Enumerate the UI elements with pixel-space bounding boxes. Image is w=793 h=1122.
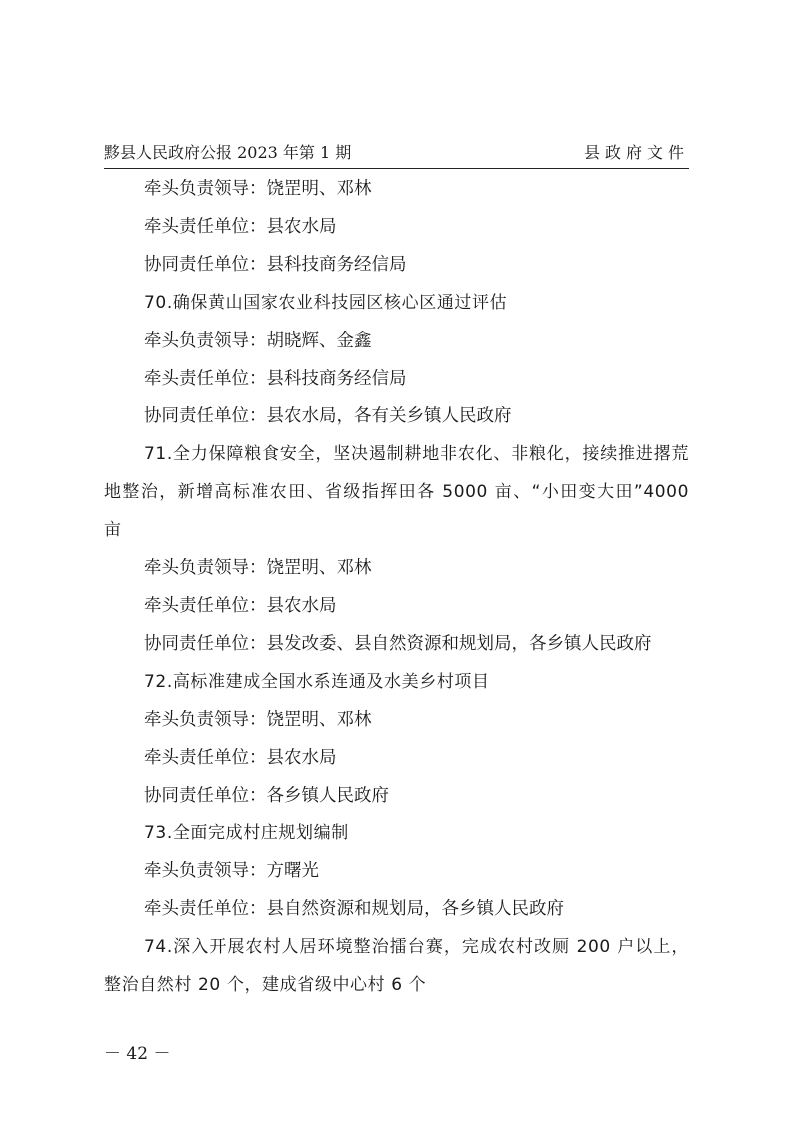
gazette-issue-title: 黟县人民政府公报 2023 年第 1 期	[104, 143, 352, 162]
lead-unit-line: 牵头责任单位：县农水局	[144, 747, 337, 768]
coop-unit-line: 协同责任单位：县农水局，各有关乡镇人民政府	[144, 406, 512, 427]
coop-unit-line: 协同责任单位：各乡镇人民政府	[144, 785, 389, 806]
page-number: － 42 －	[104, 1044, 171, 1064]
lead-unit-line: 牵头责任单位：县农水局	[144, 595, 337, 616]
header-divider	[104, 168, 689, 169]
lead-unit-line: 牵头责任单位：县自然资源和规划局，各乡镇人民政府	[144, 899, 564, 920]
lead-unit-line: 牵头责任单位：县科技商务经信局	[144, 368, 407, 389]
item-70-title: 70.确保黄山国家农业科技园区核心区通过评估	[144, 292, 508, 313]
section-title: 县政府文件	[583, 143, 689, 162]
lead-leader-line: 牵头负责领导：胡晓辉、金鑫	[144, 330, 372, 351]
lead-leader-line: 牵头负责领导：饶罡明、邓林	[144, 709, 372, 730]
item-73-title: 73.全面完成村庄规划编制	[144, 823, 349, 844]
coop-unit-line: 协同责任单位：县发改委、县自然资源和规划局，各乡镇人民政府	[144, 633, 652, 654]
item-72-title: 72.高标准建成全国水系连通及水美乡村项目	[144, 671, 490, 692]
item-71-title: 71.全力保障粮食安全，坚决遏制耕地非农化、非粮化，接续推进撂荒地整治，新增高标准农田、省级指挥田各 5000 亩、“小田变大田”4000 亩	[104, 444, 689, 541]
page-header	[104, 143, 689, 167]
lead-leader-line: 牵头负责领导：饶罡明、邓林	[144, 558, 372, 579]
lead-leader-line: 牵头负责领导：方曙光	[144, 861, 319, 882]
document-body	[104, 171, 689, 1005]
item-74-title: 74.深入开展农村人居环境整治擂台赛，完成农村改厕 200 户以上，整治自然村 20 个，建成省级中心村 6 个	[104, 937, 689, 996]
coop-unit-line: 协同责任单位：县科技商务经信局	[144, 254, 407, 275]
lead-unit-line: 牵头责任单位：县农水局	[144, 216, 337, 237]
lead-leader-line: 牵头负责领导：饶罡明、邓林	[144, 179, 372, 199]
